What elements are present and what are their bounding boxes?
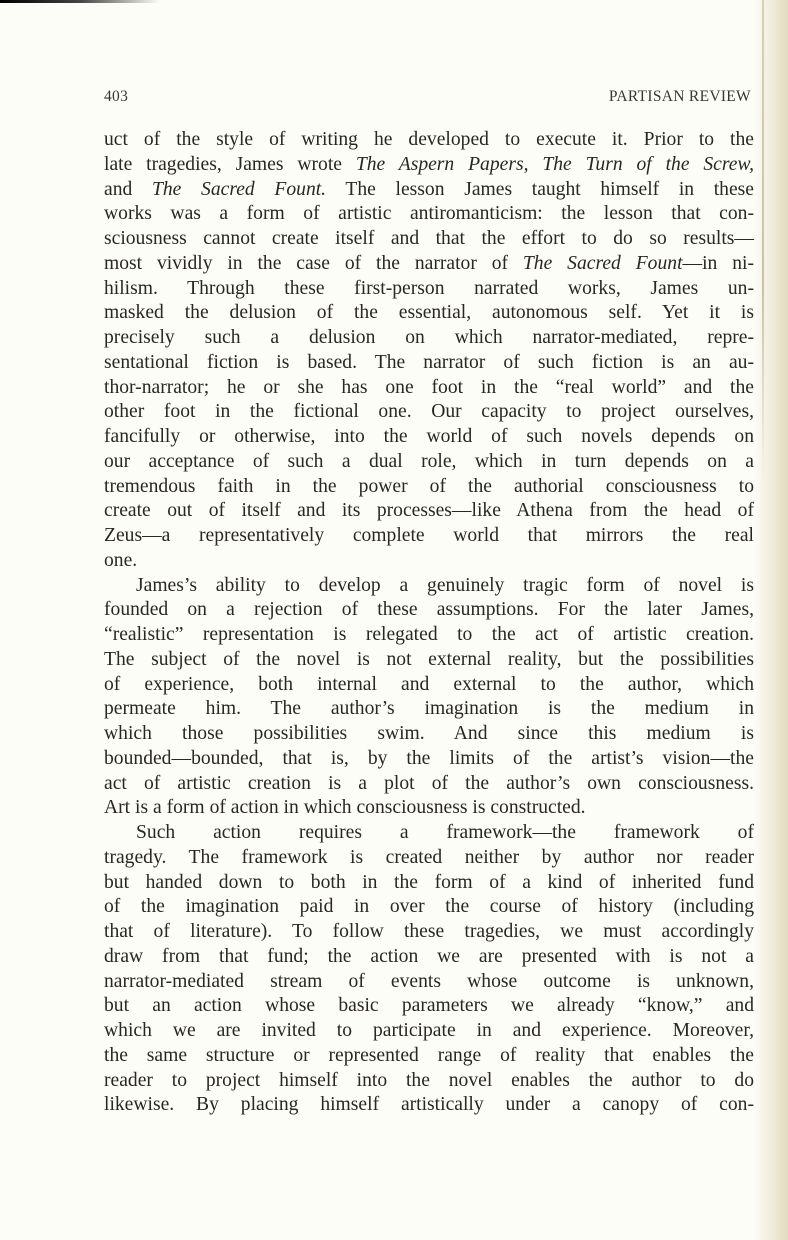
text-run: our acceptance of such a dual role, which in turn depends on a [104,450,754,472]
text-line [104,895,754,920]
text-run: Art is a form of action in which consciousness is constructed. [104,797,586,819]
text-run: narrator-mediated stream of events whose outcome is unknown, [104,970,754,992]
running-head: PARTISAN REVIEW [608,88,751,105]
italic-title: The Sacred Fount [522,252,683,274]
text-run: works was a form of artistic antiromanticism: the lesson that con- [104,203,754,225]
text-run: act of artistic creation is a plot of the author’s own consciousness. [104,772,754,794]
italic-title: The Aspern Papers, The Turn of the Screw, [355,153,754,175]
text-run: Zeus—a representatively complete world that mirrors the real [104,525,754,546]
text-run: one. [104,549,138,571]
text-line [104,623,754,648]
text-line [104,1019,754,1044]
text-line [104,1044,754,1069]
text-run: sciousness cannot create itself and that the effort to do so results— [104,228,754,249]
text-line [104,697,754,722]
text-line [104,722,754,747]
page-number: 403 [104,88,129,105]
text-run: create out of itself and its processes—like Athena from the head of [104,500,754,522]
paragraph [104,821,754,1118]
text-line [104,747,754,772]
text-run: which those possibilities swim. And since this medium is [104,723,754,744]
text-line [104,499,754,524]
text-run: founded on a rejection of these assumptions. For the later James, [104,599,754,621]
text-run: sentational fiction is based. The narrator of such fiction is an au- [104,351,754,373]
text-run: reader to project himself into the novel enables the author to do [104,1069,754,1091]
text-line [104,598,754,623]
text-line [104,994,754,1019]
text-run: —in ni- [682,252,754,274]
text-run: the same structure or represented range of reality that enables the [104,1044,754,1066]
text-run: Such action requires a framework—the framework of [136,822,754,843]
text-run: of experience, both internal and external to the author, which [104,673,754,695]
text-run: hilism. Through these first-person narrated works, James un- [104,277,754,299]
text-line [104,1093,754,1118]
text-line [104,450,754,475]
text-line [104,178,754,203]
text-line [104,153,754,178]
text-line [104,252,754,277]
paragraph [104,574,754,822]
text-run: and [104,178,152,200]
text-line [104,821,754,846]
text-run: tremendous faith in the power of the authorial consciousness to [104,475,754,497]
text-line [104,351,754,376]
text-run: of the imagination paid in over the course of history (including [104,896,754,918]
text-line [104,970,754,995]
text-line [104,846,754,871]
page-binding-shadow [754,0,788,1240]
text-run: The subject of the novel is not external reality, but the possibilities [104,648,754,670]
text-run: The lesson James taught himself in these [326,178,754,200]
text-run: late tragedies, James wrote [104,153,356,175]
text-line [104,425,754,450]
text-run: that of literature). To follow these tragedies, we must accordingly [104,921,754,942]
text-line [104,400,754,425]
text-line [104,549,754,574]
text-line [104,475,754,500]
text-run: other foot in the fictional one. Our capacity to project ourselves, [104,401,754,423]
text-run: thor-narrator; he or she has one foot in the “real world” and the [104,376,754,398]
text-run: but handed down to both in the form of a kind of inherited fund [104,871,754,893]
text-line [104,648,754,673]
text-line [104,227,754,252]
text-line [104,376,754,401]
text-run: fancifully or otherwise, into the world of such novels depends on [104,426,754,447]
text-run: draw from that fund; the action we are presented with is not a [104,945,754,967]
text-line [104,128,754,153]
text-run: most vividly in the case of the narrator of [104,252,523,274]
italic-title: The Sacred Fount. [151,178,327,200]
text-line [104,945,754,970]
text-line [104,796,754,821]
text-line [104,673,754,698]
text-run: “realistic” representation is relegated to the act of artistic creation. [104,624,754,645]
paragraph [104,128,754,574]
text-line [104,772,754,797]
text-run: precisely such a delusion on which narrator-mediated, repre- [104,327,754,348]
text-line [104,574,754,599]
text-line [104,301,754,326]
text-run: bounded—bounded, that is, by the limits of the artist’s vision—the [104,747,754,769]
text-run: permeate him. The author’s imagination is the medium in [104,698,754,720]
text-line [104,202,754,227]
text-run: masked the delusion of the essential, autonomous self. Yet it is [104,302,754,324]
body-text [104,128,754,1118]
text-run: but an action whose basic parameters we already “know,” and [104,995,754,1017]
text-line [104,920,754,945]
text-line [104,871,754,896]
text-run: likewise. By placing himself artistically under a canopy of con- [104,1094,754,1116]
text-line [104,277,754,302]
text-line [104,1069,754,1094]
text-line [104,524,754,549]
scan-edge-shadow [0,0,160,3]
page-binding-edge [762,0,764,480]
text-run: which we are invited to participate in and experience. Moreover, [104,1020,754,1041]
text-run: uct of the style of writing he developed to execute it. Prior to the [104,129,754,150]
text-run: James’s ability to develop a genuinely tragic form of novel is [136,574,754,596]
text-run: tragedy. The framework is created neither by author nor reader [104,846,754,868]
text-line [104,326,754,351]
